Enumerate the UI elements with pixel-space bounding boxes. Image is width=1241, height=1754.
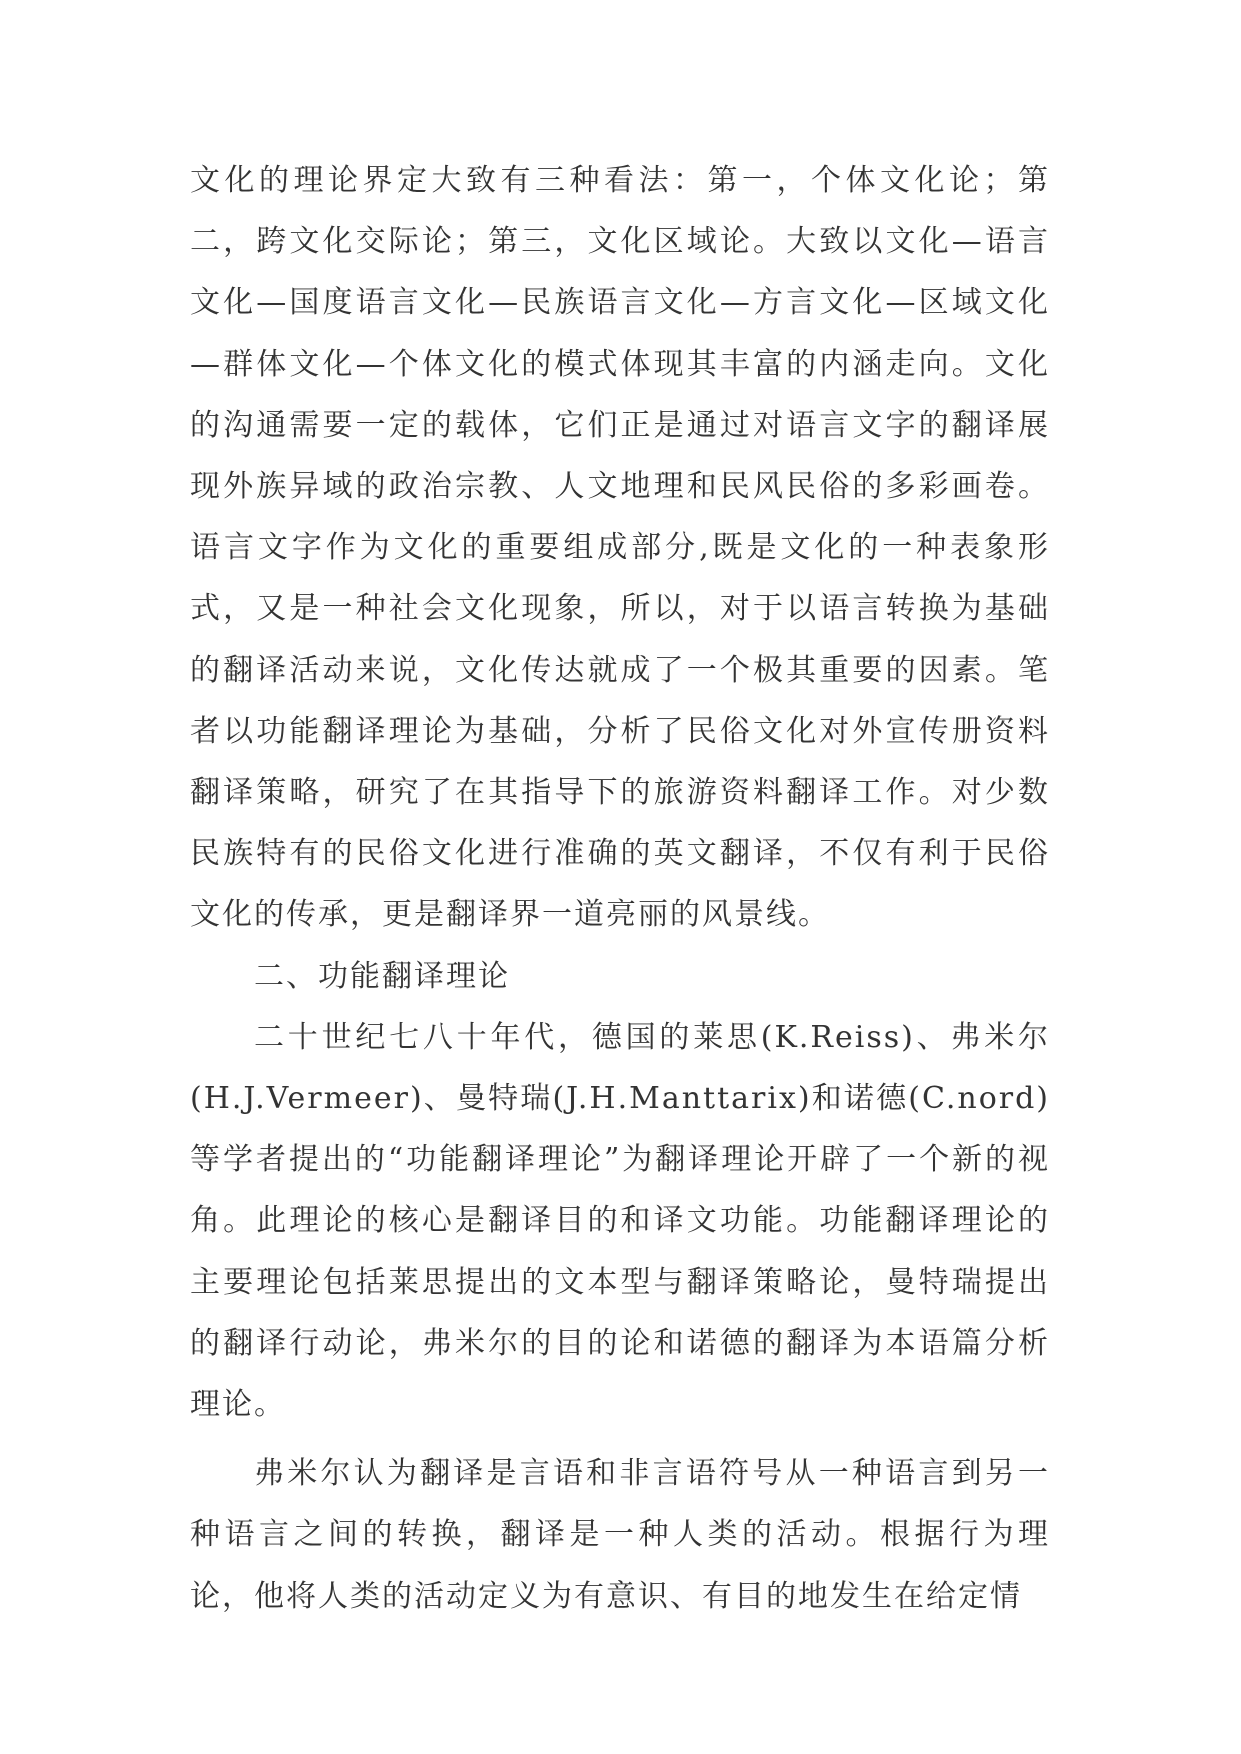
body-text	[190, 150, 1050, 1627]
paragraph-culture-theory: 文化的理论界定大致有三种看法：第一，个体文化论；第二，跨文化交际论；第三，文化区域论。大致以文化—语言文化—国度语言文化—民族语言文化—方言文化—区域文化—群体文化—个体文化的模式体现其丰富的内涵走向。文化的沟通需要一定的载体，它们正是通过对语言文字的翻译展现外族异域的政治宗教、人文地理和民风民俗的多彩画卷。语言文字作为文化的重要组成部分,既是文化的一种表象形式，又是一种社会文化现象，所以，对于以语言转换为基础的翻译活动来说，文化传达就成了一个极其重要的因素。笔者以功能翻译理论为基础，分析了民俗文化对外宣传册资料翻译策略，研究了在其指导下的旅游资料翻译工作。对少数民族特有的民俗文化进行准确的英文翻译，不仅有利于民俗文化的传承，更是翻译界一道亮丽的风景线。	[190, 163, 1050, 933]
section-heading-functional-translation-theory: 二、功能翻译理论	[254, 958, 510, 994]
paragraph-vermeer-view: 弗米尔认为翻译是言语和非言语符号从一种语言到另一种语言之间的转换，翻译是一种人类的活动。根据行为理论，他将人类的活动定义为有意识、有目的地发生在给定情	[190, 1456, 1050, 1614]
paragraph-functional-theory-intro: 二十世纪七八十年代，德国的莱思(K.Reiss)、弗米尔(H.J.Vermeer)、曼特瑞(J.H.Manttarix)和诺德(C.nord)等学者提出的“功能翻译理论”为翻译理论开辟了一个新的视角。此理论的核心是翻译目的和译文功能。功能翻译理论的主要理论包括莱思提出的文本型与翻译策略论，曼特瑞提出的翻译行动论，弗米尔的目的论和诺德的翻译为本语篇分析理论。	[190, 1019, 1050, 1423]
